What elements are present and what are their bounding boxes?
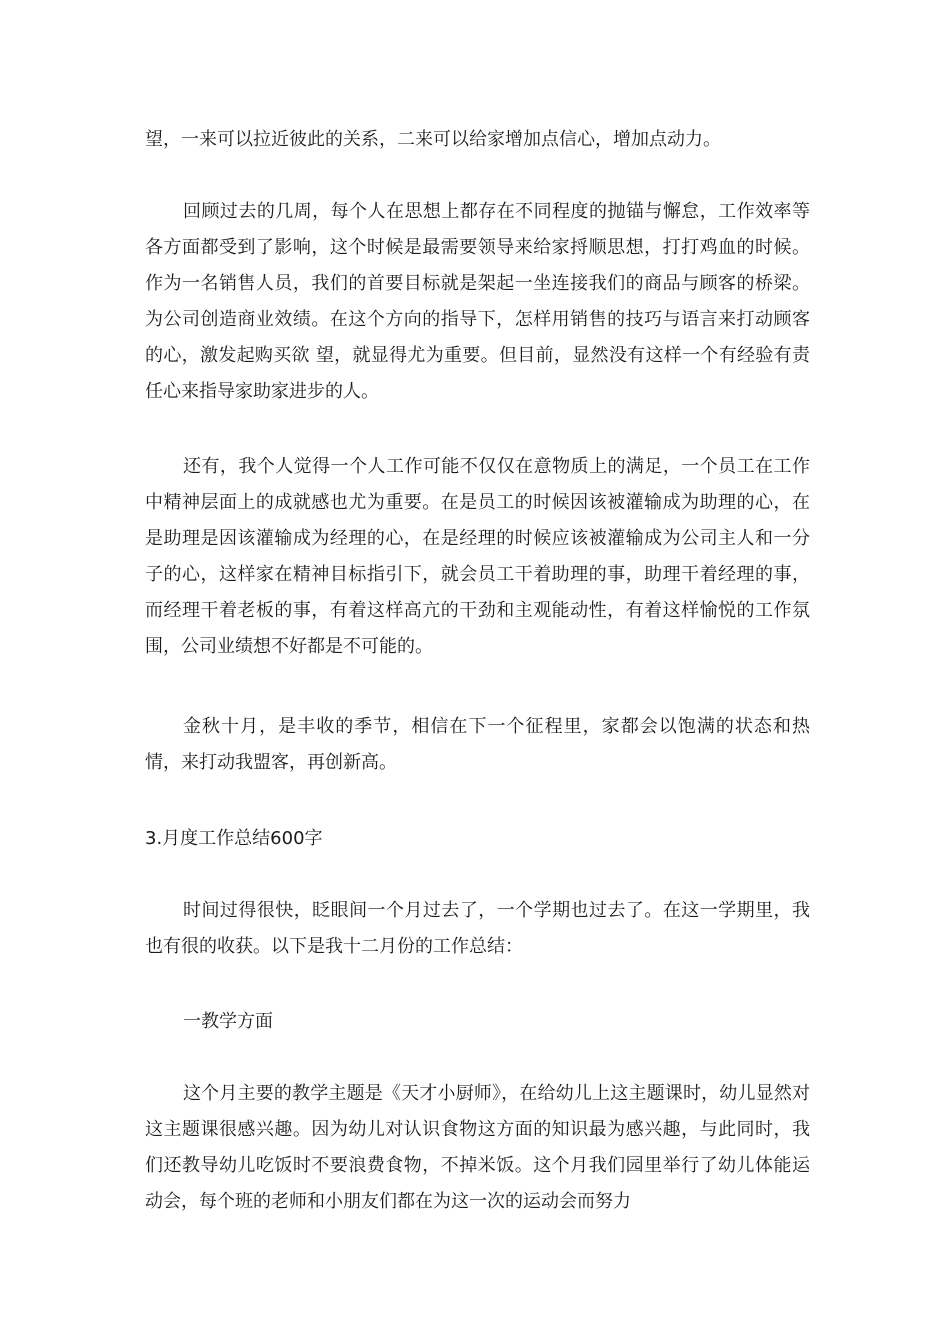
subheading-teaching: 一教学方面 [183, 1011, 273, 1032]
paragraph-review: 回顾过去的几周，每个人在思想上都存在不同程度的抛锚与懈怠，工作效率等各方面都受到了影响，这个时候是最需要领导来给家捋顺思想，打打鸡血的时候。作为一名销售人员，我们的首要目标就是架起一坐连接我们的商品与顾客的桥梁。为公司创造商业效绩。在这个方向的指导下，怎样用销售的技巧与语言来打动顾客的心，激发起购买欲 望，就显得尤为重要。但目前，显然没有这样一个有经验有责任心来指导家助家进步的人。 [145, 201, 810, 402]
paragraph-autumn: 金秋十月，是丰收的季节，相信在下一个征程里，家都会以饱满的状态和热情，来打动我盟客，再创新高。 [145, 716, 810, 773]
paragraph-time: 时间过得很快，眨眼间一个月过去了，一个学期也过去了。在这一学期里，我也有很的收获。以下是我十二月份的工作总结： [145, 900, 810, 957]
paragraph-spirit: 还有，我个人觉得一个人工作可能不仅仅在意物质上的满足，一个员工在工作中精神层面上的成就感也尤为重要。在是员工的时候因该被灌输成为助理的心，在是助理是因该灌输成为经理的心，在是经理的时候应该被灌输成为公司主人和一分子的心，这样家在精神目标指引下，就会员工干着助理的事，助理干着经理的事，而经理干着老板的事，有着这样高亢的干劲和主观能动性，有着这样愉悦的工作氛围，公司业绩想不好都是不可能的。 [145, 456, 810, 657]
section-heading: 3.月度工作总结600字 [145, 828, 323, 849]
paragraph-continuation: 望，一来可以拉近彼此的关系，二来可以给家增加点信心，增加点动力。 [145, 129, 721, 150]
document-page [145, 0, 810, 1344]
paragraph-teaching: 这个月主要的教学主题是《天才小厨师》，在给幼儿上这主题课时，幼儿显然对这主题课很感兴趣。因为幼儿对认识食物这方面的知识最为感兴趣，与此同时，我们还教导幼儿吃饭时不要浪费食物，不掉米饭。这个月我们园里举行了幼儿体能运动会，每个班的老师和小朋友们都在为这一次的运动会而努力 [145, 1083, 810, 1212]
